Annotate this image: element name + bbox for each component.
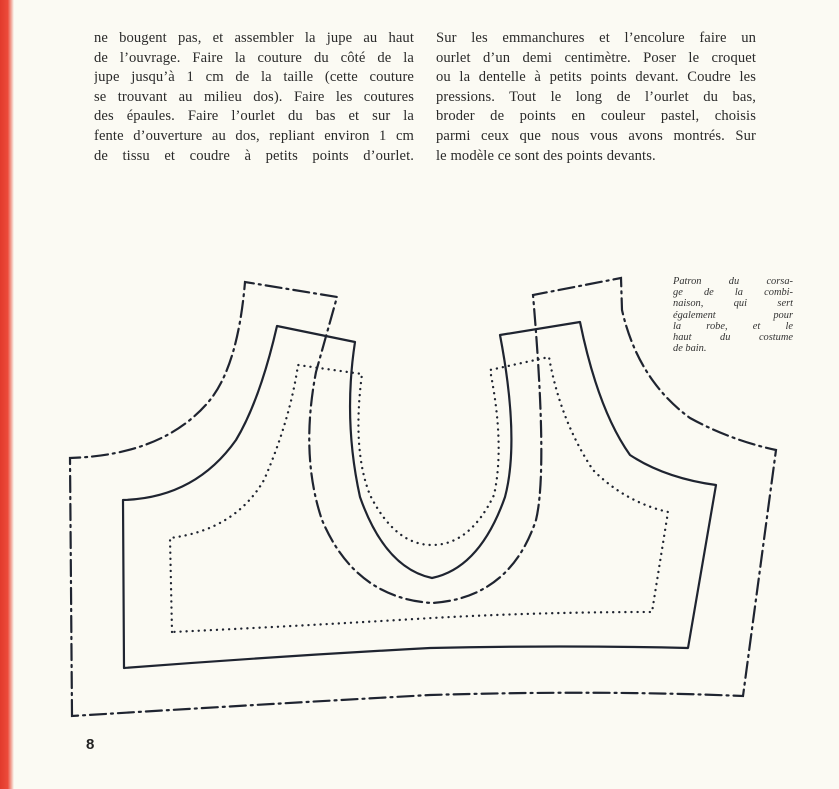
text-line: ourlet d’un demi centimètre. Poser le croquet — [436, 49, 756, 66]
text-line: parmi ceux que nous vous avons montrés. Sur — [436, 127, 756, 144]
caption-line: ge de la combi- — [673, 287, 793, 299]
caption-line: haut du costume — [673, 332, 793, 344]
text-line: de tissu et coudre à petits points d’ourlet. — [94, 147, 414, 164]
text-line: Sur les emmanchures et l’encolure faire un — [436, 30, 756, 46]
caption-line: de bain. — [673, 343, 707, 355]
page-number: 8 — [86, 736, 95, 753]
text-line: fente d’ouverture au dos, repliant environ 1 cm — [94, 127, 414, 144]
text-line: broder de points en couleur pastel, choisis — [436, 108, 756, 125]
caption-line: Patron du corsa- — [673, 276, 793, 287]
text-line: le modèle ce sont des points devants. — [436, 147, 656, 164]
caption-line: la robe, et le — [673, 320, 793, 332]
text-line: de l’ouvrage. Faire la couture du côté de la — [94, 49, 414, 66]
text-line: pressions. Tout le long de l’ourlet du bas, — [436, 88, 756, 105]
figure-caption — [673, 276, 793, 354]
caption-line: naison, qui sert — [673, 298, 793, 310]
text-line: ou la dentelle à petits points devant. Coudre les — [436, 69, 756, 86]
text-line: se trouvant au milieu dos). Faire les coutures — [94, 88, 414, 105]
text-line: des épaules. Faire l’ourlet du bas et sur la — [94, 108, 414, 125]
pattern-outer-cut-line — [70, 278, 776, 716]
pattern-sewing-line — [123, 322, 716, 668]
text-line: ne bougent pas, et assembler la jupe au haut — [94, 30, 414, 46]
pattern-inner-dotted-line — [170, 357, 668, 632]
caption-line: également pour — [673, 309, 793, 321]
text-line: jupe jusqu’à 1 cm de la taille (cette couture — [94, 69, 414, 86]
